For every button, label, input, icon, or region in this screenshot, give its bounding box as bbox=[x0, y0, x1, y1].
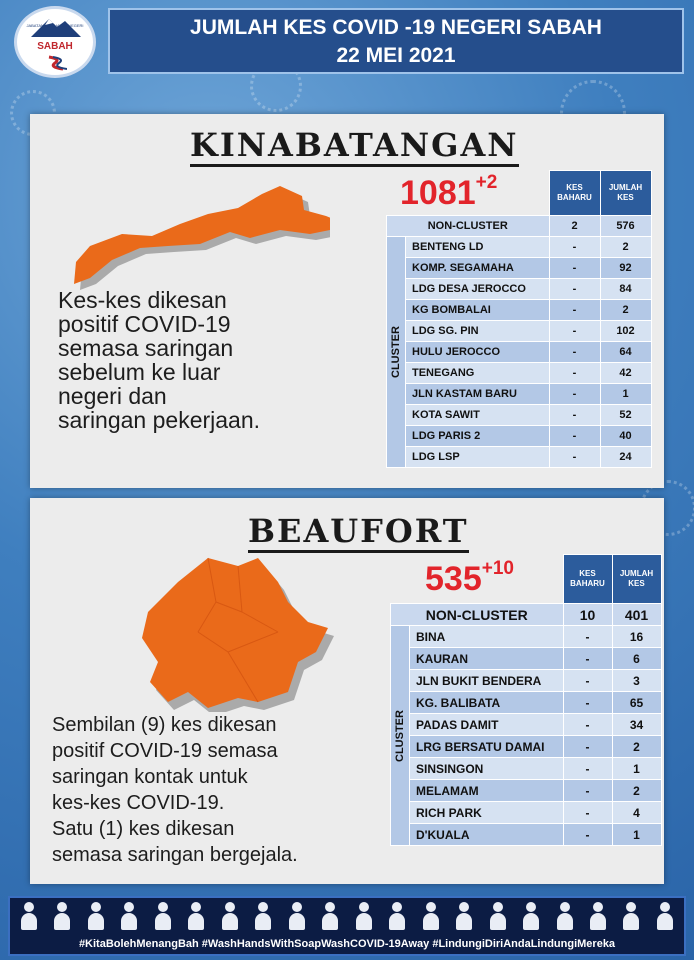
cluster-new: - bbox=[549, 447, 600, 468]
cluster-new: - bbox=[549, 279, 600, 300]
beaufort-cluster-table bbox=[390, 554, 662, 846]
kinabatangan-description bbox=[58, 288, 378, 432]
cluster-name: D'KUALA bbox=[410, 824, 564, 846]
table-row bbox=[391, 802, 662, 824]
district-title: BEAUFORT bbox=[248, 512, 469, 553]
description-line: positif COVID-19 semasa bbox=[52, 740, 278, 762]
new-cases-superscript: +2 bbox=[475, 172, 498, 193]
cluster-name: TENEGANG bbox=[406, 363, 550, 384]
cluster-vertical-label bbox=[391, 626, 410, 846]
table-row bbox=[391, 626, 662, 648]
person-icon bbox=[187, 902, 205, 930]
cluster-total: 2 bbox=[600, 300, 651, 321]
cluster-name: KOMP. SEGAMAHA bbox=[406, 258, 550, 279]
cluster-new: - bbox=[549, 384, 600, 405]
kinabatangan-cluster-table bbox=[386, 170, 652, 468]
cluster-name: BINA bbox=[410, 626, 564, 648]
description-line: saringan kontak untuk bbox=[52, 766, 248, 788]
cluster-new: - bbox=[563, 824, 612, 846]
cluster-new: - bbox=[563, 714, 612, 736]
frontliner-figures bbox=[20, 902, 674, 932]
description-line: kes-kes COVID-19. bbox=[52, 792, 225, 814]
table-row bbox=[387, 237, 652, 258]
total-value: 535 bbox=[425, 560, 482, 598]
person-icon bbox=[154, 902, 172, 930]
non-cluster-row bbox=[391, 604, 662, 626]
cluster-total: 2 bbox=[612, 736, 661, 758]
person-icon bbox=[20, 902, 38, 930]
table-row bbox=[387, 447, 652, 468]
cluster-new: - bbox=[563, 670, 612, 692]
table-row bbox=[387, 300, 652, 321]
new-cases-superscript: +10 bbox=[481, 558, 514, 579]
table-row bbox=[387, 342, 652, 363]
table-row bbox=[391, 692, 662, 714]
header-new-cases: KES BAHARU bbox=[563, 555, 612, 604]
cluster-name: RICH PARK bbox=[410, 802, 564, 824]
cluster-name: PADAS DAMIT bbox=[410, 714, 564, 736]
cluster-new: - bbox=[549, 342, 600, 363]
table-row bbox=[387, 426, 652, 447]
cluster-name: JLN KASTAM BARU bbox=[406, 384, 550, 405]
cluster-total: 40 bbox=[600, 426, 651, 447]
person-icon bbox=[254, 902, 272, 930]
table-row bbox=[387, 384, 652, 405]
beaufort-map-icon bbox=[138, 552, 338, 712]
cluster-new: - bbox=[563, 648, 612, 670]
table-row bbox=[391, 824, 662, 846]
cluster-name: LRG BERSATU DAMAI bbox=[410, 736, 564, 758]
cluster-new: - bbox=[549, 321, 600, 342]
cluster-total: 6 bbox=[612, 648, 661, 670]
table-row bbox=[391, 648, 662, 670]
description-line: negeri dan bbox=[58, 383, 167, 409]
table-row bbox=[387, 321, 652, 342]
cluster-total: 92 bbox=[600, 258, 651, 279]
non-cluster-total: 401 bbox=[612, 604, 661, 626]
cluster-total: 1 bbox=[600, 384, 651, 405]
cluster-new: - bbox=[563, 692, 612, 714]
cluster-name: SINSINGON bbox=[410, 758, 564, 780]
person-icon bbox=[556, 902, 574, 930]
cluster-total: 1 bbox=[612, 824, 661, 846]
cluster-name: KG. BALIBATA bbox=[410, 692, 564, 714]
cluster-name: LDG DESA JEROCCO bbox=[406, 279, 550, 300]
non-cluster-new: 2 bbox=[549, 216, 600, 237]
cluster-new: - bbox=[549, 405, 600, 426]
description-line: sebelum ke luar bbox=[58, 359, 221, 385]
logo-small-text: JABATAN KESIHATAN NEGERI bbox=[26, 23, 84, 28]
cluster-name: LDG SG. PIN bbox=[406, 321, 550, 342]
cluster-new: - bbox=[549, 258, 600, 279]
table-row bbox=[391, 670, 662, 692]
description-line: semasa saringan bbox=[58, 335, 234, 361]
kinabatangan-map-icon bbox=[60, 174, 330, 294]
person-icon bbox=[87, 902, 105, 930]
logo-stripes-icon bbox=[47, 55, 67, 71]
description-line: positif COVID-19 bbox=[58, 311, 231, 337]
cluster-new: - bbox=[563, 758, 612, 780]
cluster-new: - bbox=[549, 300, 600, 321]
description-line: Sembilan (9) kes dikesan bbox=[52, 714, 277, 736]
cluster-name: MELAMAM bbox=[410, 780, 564, 802]
cluster-label-text: CLUSTER bbox=[394, 709, 406, 762]
cluster-vertical-label bbox=[387, 237, 406, 468]
header-date: 22 MEI 2021 bbox=[336, 44, 456, 67]
person-icon bbox=[656, 902, 674, 930]
cluster-name: LDG PARIS 2 bbox=[406, 426, 550, 447]
footer-banner bbox=[8, 896, 686, 956]
table-header-row bbox=[387, 171, 652, 216]
table-header-row bbox=[391, 555, 662, 604]
sabah-health-logo bbox=[14, 6, 96, 78]
non-cluster-label: NON-CLUSTER bbox=[391, 604, 564, 626]
cluster-total: 34 bbox=[612, 714, 661, 736]
cluster-name: LDG LSP bbox=[406, 447, 550, 468]
person-icon bbox=[388, 902, 406, 930]
person-icon bbox=[221, 902, 239, 930]
description-line: semasa saringan bergejala. bbox=[52, 844, 298, 866]
cluster-total: 4 bbox=[612, 802, 661, 824]
person-icon bbox=[589, 902, 607, 930]
header-total-cases: JUMLAH KES bbox=[600, 171, 651, 216]
cluster-total: 1 bbox=[612, 758, 661, 780]
table-row bbox=[387, 279, 652, 300]
table-row bbox=[391, 780, 662, 802]
description-line: Kes-kes dikesan bbox=[58, 287, 227, 313]
description-line: saringan pekerjaan. bbox=[58, 407, 261, 433]
cluster-new: - bbox=[563, 780, 612, 802]
cluster-name: HULU JEROCCO bbox=[406, 342, 550, 363]
beaufort-panel bbox=[30, 498, 664, 884]
beaufort-description bbox=[52, 712, 392, 868]
cluster-new: - bbox=[563, 802, 612, 824]
cluster-new: - bbox=[549, 426, 600, 447]
district-title: KINABATANGAN bbox=[190, 126, 519, 167]
non-cluster-label: NON-CLUSTER bbox=[387, 216, 550, 237]
cluster-total: 65 bbox=[612, 692, 661, 714]
header-new-cases: KES BAHARU bbox=[549, 171, 600, 216]
person-icon bbox=[455, 902, 473, 930]
cluster-new: - bbox=[563, 736, 612, 758]
person-icon bbox=[422, 902, 440, 930]
person-icon bbox=[53, 902, 71, 930]
cluster-total: 64 bbox=[600, 342, 651, 363]
person-icon bbox=[321, 902, 339, 930]
person-icon bbox=[622, 902, 640, 930]
person-icon bbox=[288, 902, 306, 930]
total-value: 1081 bbox=[400, 174, 476, 212]
kinabatangan-panel bbox=[30, 114, 664, 488]
cluster-total: 52 bbox=[600, 405, 651, 426]
cluster-name: KOTA SAWIT bbox=[406, 405, 550, 426]
logo-text: SABAH bbox=[37, 41, 73, 52]
table-row bbox=[387, 258, 652, 279]
cluster-name: KAURAN bbox=[410, 648, 564, 670]
cluster-total: 84 bbox=[600, 279, 651, 300]
person-icon bbox=[120, 902, 138, 930]
hashtag-line: #KitaBolehMenangBah #WashHandsWithSoapWashCOVID-19Away #LindungiDiriAndaLindungiMereka bbox=[78, 938, 616, 950]
cluster-total: 24 bbox=[600, 447, 651, 468]
cluster-total: 16 bbox=[612, 626, 661, 648]
cluster-label-text: CLUSTER bbox=[390, 326, 402, 378]
table-row bbox=[387, 405, 652, 426]
cluster-total: 2 bbox=[600, 237, 651, 258]
description-line: Satu (1) kes dikesan bbox=[52, 818, 235, 840]
person-icon bbox=[489, 902, 507, 930]
cluster-name: KG BOMBALAI bbox=[406, 300, 550, 321]
table-row bbox=[391, 758, 662, 780]
table-row bbox=[387, 363, 652, 384]
header-total-cases: JUMLAH KES bbox=[612, 555, 661, 604]
cluster-new: - bbox=[549, 237, 600, 258]
table-row bbox=[391, 736, 662, 758]
header-title: JUMLAH KES COVID -19 NEGERI SABAH bbox=[190, 16, 602, 39]
non-cluster-row bbox=[387, 216, 652, 237]
cluster-total: 42 bbox=[600, 363, 651, 384]
cluster-total: 3 bbox=[612, 670, 661, 692]
cluster-total: 102 bbox=[600, 321, 651, 342]
cluster-new: - bbox=[549, 363, 600, 384]
cluster-new: - bbox=[563, 626, 612, 648]
non-cluster-new: 10 bbox=[563, 604, 612, 626]
person-icon bbox=[522, 902, 540, 930]
cluster-name: JLN BUKIT BENDERA bbox=[410, 670, 564, 692]
cluster-name: BENTENG LD bbox=[406, 237, 550, 258]
person-icon bbox=[355, 902, 373, 930]
page-header bbox=[108, 8, 684, 74]
cluster-total: 2 bbox=[612, 780, 661, 802]
table-row bbox=[391, 714, 662, 736]
non-cluster-total: 576 bbox=[600, 216, 651, 237]
